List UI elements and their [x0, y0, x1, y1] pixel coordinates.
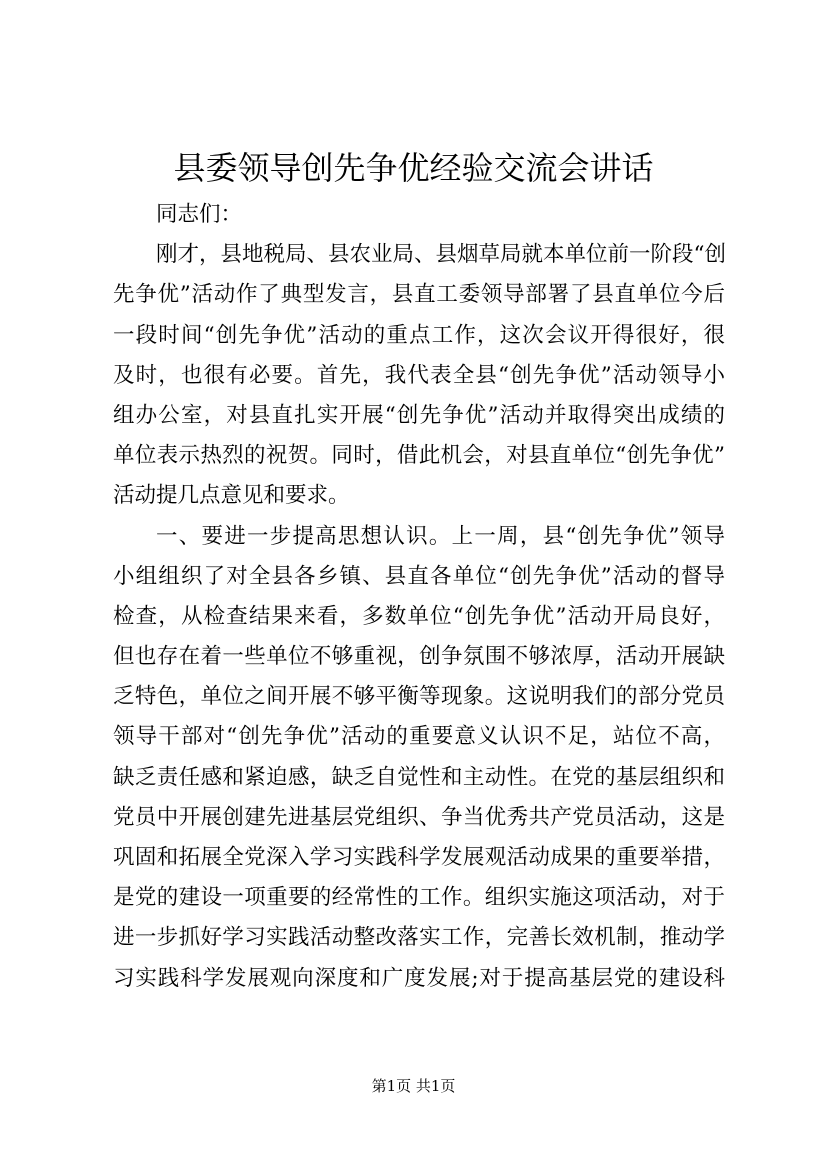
- paragraph-line: 一段时间“创先争优”活动的重点工作，这次会议开得很好，很: [113, 322, 725, 348]
- paragraph-line: 小组组织了对全县各乡镇、县直各单位“创先争优”活动的督导: [113, 563, 725, 589]
- document-title: 县委领导创先争优经验交流会讲话: [173, 149, 654, 187]
- paragraph-line: 刚才，县地税局、县农业局、县烟草局就本单位前一阶段“创: [156, 242, 726, 268]
- paragraph-line: 乏特色，单位之间开展不够平衡等现象。这说明我们的部分党员: [113, 684, 725, 710]
- paragraph-line: 巩固和拓展全党深入学习实践科学发展观活动成果的重要举措，: [113, 845, 725, 870]
- paragraph-line: 进一步抓好学习实践活动整改落实工作，完善长效机制，推动学: [113, 925, 725, 951]
- document-body: [113, 195, 725, 999]
- paragraph-line: 一、要进一步提高思想认识。上一周，县“创先争优”领导: [156, 523, 725, 549]
- paragraph-line: 党员中开展创建先进基层党组织、争当优秀共产党员活动，这是: [113, 804, 725, 830]
- paragraph-line: 缺乏责任感和紧迫感，缺乏自觉性和主动性。在党的基层组织和: [113, 764, 725, 790]
- page-number-footer: 第1页 共1页: [371, 1077, 456, 1095]
- paragraph-line: 习实践科学发展观向深度和广度发展;对于提高基层党的建设科: [113, 965, 725, 991]
- paragraph-line: 检查，从检查结果来看，多数单位“创先争优”活动开局良好，: [113, 603, 725, 629]
- paragraph-line: 及时，也很有必要。首先，我代表全县“创先争优”活动领导小: [113, 362, 725, 388]
- paragraph-line: 但也存在着一些单位不够重视，创争氛围不够浓厚，活动开展缺: [113, 644, 725, 670]
- paragraph-line: 领导干部对“创先争优”活动的重要意义认识不足，站位不高，: [113, 724, 725, 750]
- paragraph-line: 是党的建设一项重要的经常性的工作。组织实施这项活动，对于: [113, 885, 725, 911]
- paragraph-line: 单位表示热烈的祝贺。同时，借此机会，对县直单位“创先争优”: [113, 443, 725, 469]
- paragraph-line: 组办公室，对县直扎实开展“创先争优”活动并取得突出成绩的: [113, 402, 725, 428]
- paragraph-line: 先争优”活动作了典型发言，县直工委领导部署了县直单位今后: [113, 282, 725, 308]
- paragraph-line: 活动提几点意见和要求。: [113, 483, 350, 509]
- salutation-line: 同志们：: [156, 202, 243, 227]
